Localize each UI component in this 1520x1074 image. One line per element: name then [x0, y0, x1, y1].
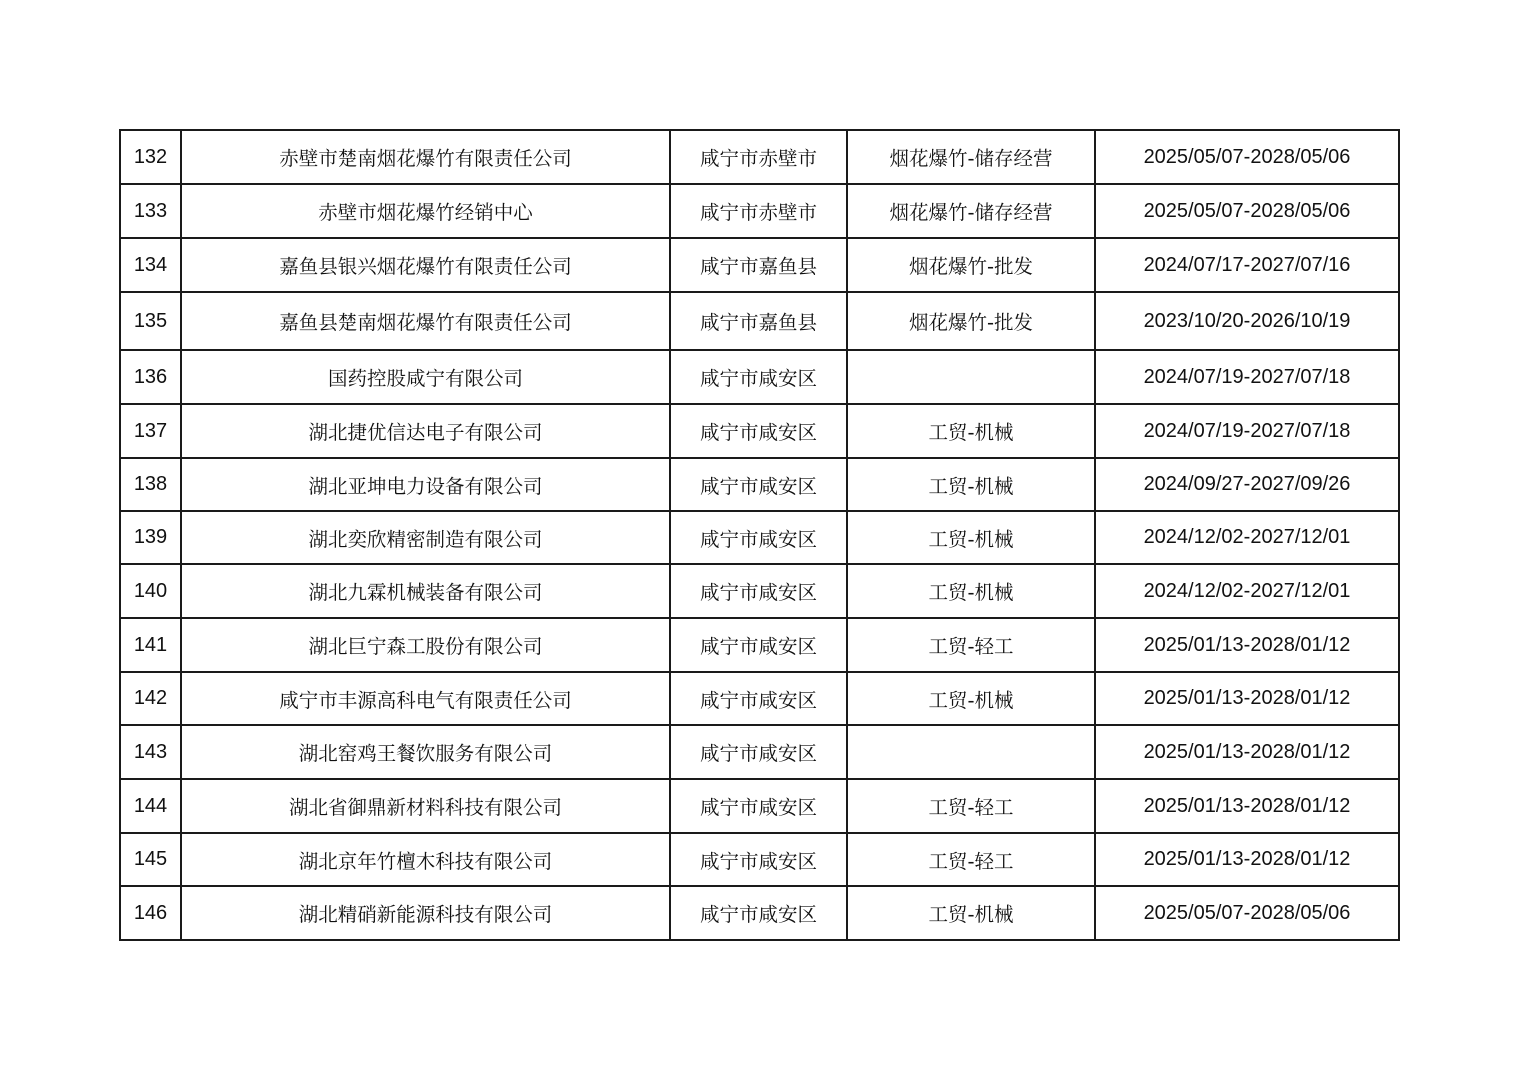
- region: 咸宁市咸安区: [670, 833, 847, 886]
- company-name: 赤壁市烟花爆竹经销中心: [181, 184, 670, 238]
- table-row: [120, 511, 1399, 564]
- category: 工贸-机械: [847, 672, 1095, 725]
- company-name: 嘉鱼县楚南烟花爆竹有限责任公司: [181, 292, 670, 350]
- row-number: 139: [120, 511, 181, 564]
- company-name: 湖北巨宁森工股份有限公司: [181, 618, 670, 672]
- row-number: 136: [120, 350, 181, 404]
- validity-period: 2025/01/13-2028/01/12: [1095, 779, 1399, 833]
- validity-period: 2025/05/07-2028/05/06: [1095, 130, 1399, 184]
- company-name: 赤壁市楚南烟花爆竹有限责任公司: [181, 130, 670, 184]
- company-name: 咸宁市丰源高科电气有限责任公司: [181, 672, 670, 725]
- category: 工贸-机械: [847, 886, 1095, 940]
- table-row: [120, 672, 1399, 725]
- category: 工贸-机械: [847, 511, 1095, 564]
- validity-period: 2025/01/13-2028/01/12: [1095, 618, 1399, 672]
- row-number: 134: [120, 238, 181, 292]
- company-name: 湖北捷优信达电子有限公司: [181, 404, 670, 458]
- category: 工贸-机械: [847, 458, 1095, 511]
- validity-period: 2025/01/13-2028/01/12: [1095, 725, 1399, 779]
- category: 工贸-轻工: [847, 618, 1095, 672]
- table-row: [120, 350, 1399, 404]
- validity-period: 2025/05/07-2028/05/06: [1095, 184, 1399, 238]
- validity-period: 2024/07/19-2027/07/18: [1095, 404, 1399, 458]
- category: 工贸-轻工: [847, 833, 1095, 886]
- row-number: 132: [120, 130, 181, 184]
- company-name: 湖北省御鼎新材料科技有限公司: [181, 779, 670, 833]
- category: 烟花爆竹-批发: [847, 238, 1095, 292]
- region: 咸宁市咸安区: [670, 350, 847, 404]
- row-number: 141: [120, 618, 181, 672]
- company-name: 湖北精硝新能源科技有限公司: [181, 886, 670, 940]
- table-row: [120, 404, 1399, 458]
- validity-period: 2024/12/02-2027/12/01: [1095, 511, 1399, 564]
- row-number: 137: [120, 404, 181, 458]
- table-row: [120, 833, 1399, 886]
- region: 咸宁市咸安区: [670, 672, 847, 725]
- region: 咸宁市赤壁市: [670, 184, 847, 238]
- table-row: [120, 292, 1399, 350]
- category: [847, 350, 1095, 404]
- row-number: 146: [120, 886, 181, 940]
- region: 咸宁市咸安区: [670, 511, 847, 564]
- table-row: [120, 130, 1399, 184]
- row-number: 145: [120, 833, 181, 886]
- table-row: [120, 458, 1399, 511]
- region: 咸宁市咸安区: [670, 725, 847, 779]
- region: 咸宁市赤壁市: [670, 130, 847, 184]
- region: 咸宁市嘉鱼县: [670, 292, 847, 350]
- validity-period: 2025/01/13-2028/01/12: [1095, 833, 1399, 886]
- region: 咸宁市咸安区: [670, 779, 847, 833]
- table-row: [120, 779, 1399, 833]
- validity-period: 2025/01/13-2028/01/12: [1095, 672, 1399, 725]
- table-row: [120, 725, 1399, 779]
- category: 烟花爆竹-储存经营: [847, 184, 1095, 238]
- category: 工贸-机械: [847, 564, 1095, 618]
- company-name: 嘉鱼县银兴烟花爆竹有限责任公司: [181, 238, 670, 292]
- row-number: 140: [120, 564, 181, 618]
- enterprise-table-body: [120, 130, 1399, 940]
- table-row: [120, 238, 1399, 292]
- company-name: 湖北窑鸡王餐饮服务有限公司: [181, 725, 670, 779]
- table-row: [120, 618, 1399, 672]
- table-row: [120, 886, 1399, 940]
- row-number: 135: [120, 292, 181, 350]
- region: 咸宁市咸安区: [670, 564, 847, 618]
- row-number: 142: [120, 672, 181, 725]
- validity-period: 2024/07/17-2027/07/16: [1095, 238, 1399, 292]
- company-name: 国药控股咸宁有限公司: [181, 350, 670, 404]
- validity-period: 2023/10/20-2026/10/19: [1095, 292, 1399, 350]
- category: 烟花爆竹-批发: [847, 292, 1095, 350]
- company-name: 湖北京年竹檀木科技有限公司: [181, 833, 670, 886]
- validity-period: 2024/09/27-2027/09/26: [1095, 458, 1399, 511]
- category: 烟花爆竹-储存经营: [847, 130, 1095, 184]
- region: 咸宁市咸安区: [670, 618, 847, 672]
- row-number: 133: [120, 184, 181, 238]
- region: 咸宁市嘉鱼县: [670, 238, 847, 292]
- enterprise-table: [119, 129, 1400, 941]
- row-number: 144: [120, 779, 181, 833]
- region: 咸宁市咸安区: [670, 458, 847, 511]
- company-name: 湖北奕欣精密制造有限公司: [181, 511, 670, 564]
- table-row: [120, 184, 1399, 238]
- region: 咸宁市咸安区: [670, 404, 847, 458]
- category: [847, 725, 1095, 779]
- validity-period: 2024/12/02-2027/12/01: [1095, 564, 1399, 618]
- company-name: 湖北九霖机械装备有限公司: [181, 564, 670, 618]
- category: 工贸-机械: [847, 404, 1095, 458]
- region: 咸宁市咸安区: [670, 886, 847, 940]
- validity-period: 2024/07/19-2027/07/18: [1095, 350, 1399, 404]
- row-number: 138: [120, 458, 181, 511]
- row-number: 143: [120, 725, 181, 779]
- validity-period: 2025/05/07-2028/05/06: [1095, 886, 1399, 940]
- company-name: 湖北亚坤电力设备有限公司: [181, 458, 670, 511]
- category: 工贸-轻工: [847, 779, 1095, 833]
- table-row: [120, 564, 1399, 618]
